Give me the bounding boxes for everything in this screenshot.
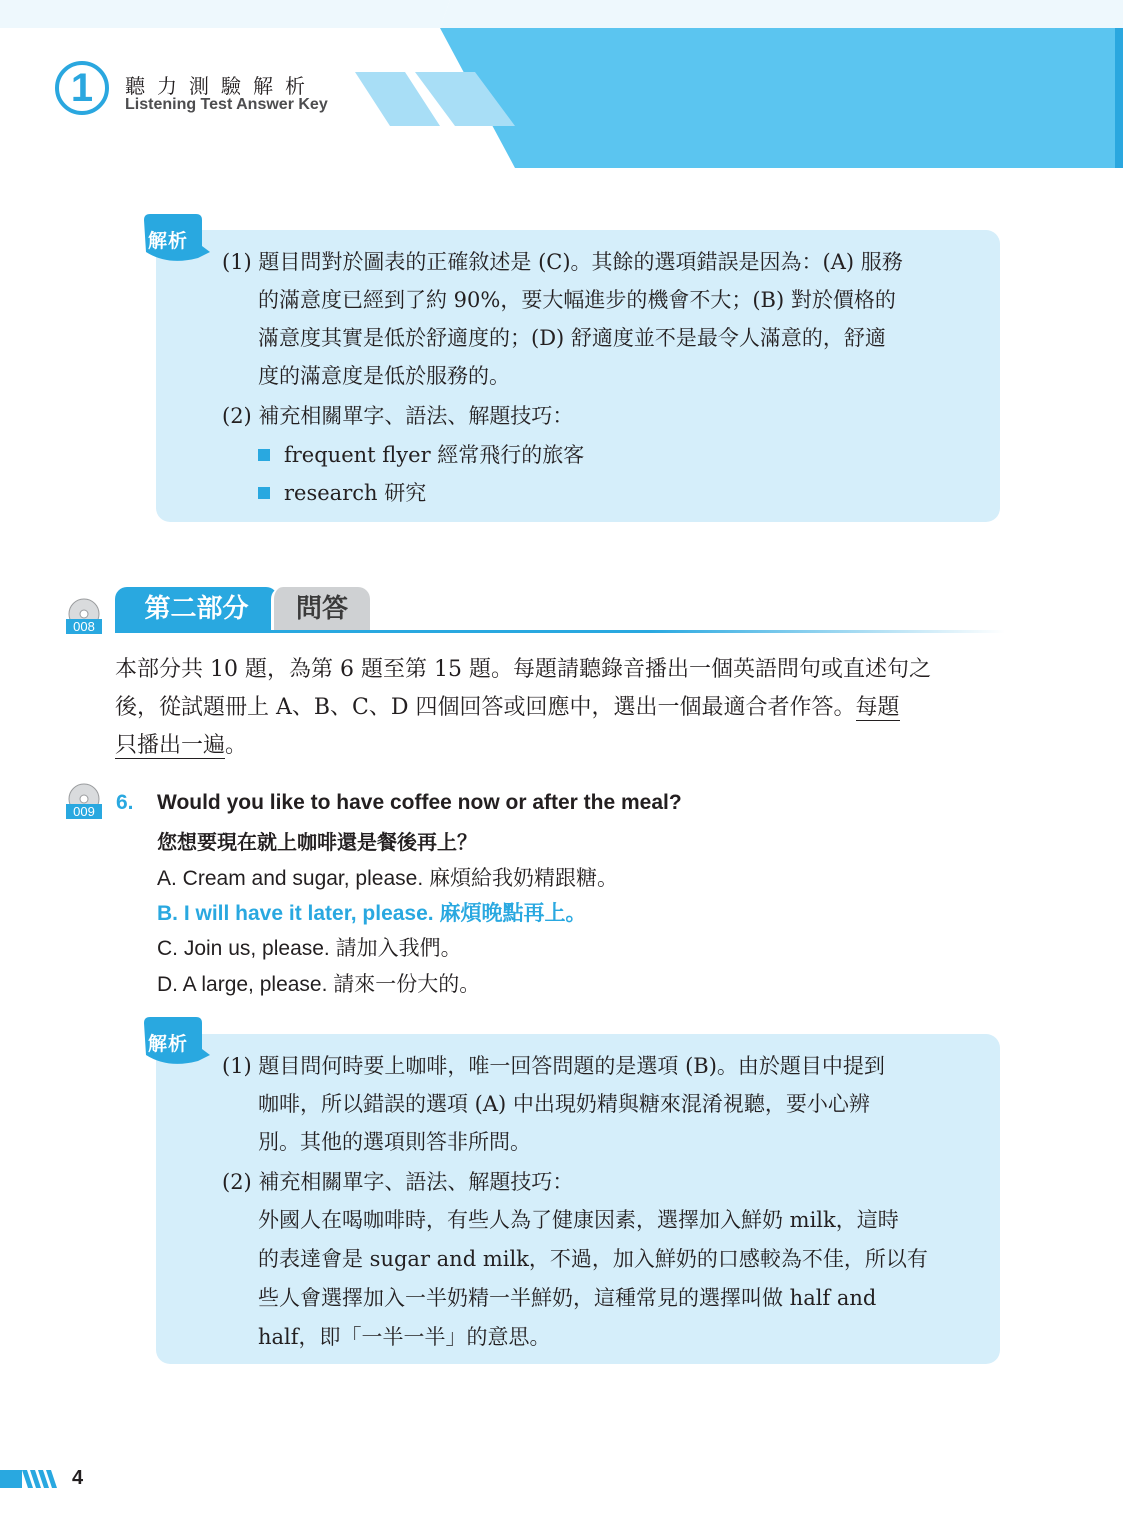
box2-line-5: 外國人在喝咖啡時，有些人為了健康因素，選擇加入鮮奶 milk，這時: [258, 1208, 899, 1232]
section-rule: [115, 630, 1005, 633]
box1-line-1: (1) 題目問對於圖表的正確敘述是 (C)。其餘的選項錯誤是因為：(A) 服務: [222, 250, 903, 274]
box2-line-4: (2) 補充相關單字、語法、解題技巧：: [222, 1170, 574, 1194]
question-number: 6.: [116, 791, 134, 814]
option-d: D. A large, please. 請來一份大的。: [157, 973, 481, 996]
box2-line-3: 別。其他的選項則答非所問。: [258, 1130, 531, 1154]
box1-line-5: (2) 補充相關單字、語法、解題技巧：: [222, 404, 574, 428]
section-intro-line-1: 本部分共 10 題，為第 6 題至第 15 題。每題請聽錄音播出一個英語問句或直述句之: [115, 657, 931, 682]
option-a: A. Cream and sugar, please. 麻煩給我奶精跟糖。: [157, 867, 618, 890]
page-number: 4: [72, 1467, 84, 1489]
analysis-tag-label: 解析: [148, 1033, 189, 1055]
chapter-number-badge: 1: [55, 61, 109, 115]
bullet-square-icon: [258, 487, 270, 499]
chapter-title-en: Listening Test Answer Key: [125, 96, 328, 113]
section-title-type: 問答: [271, 587, 370, 631]
box2-line-1: (1) 題目問何時要上咖啡，唯一回答問題的是選項 (B)。由於題目中提到: [222, 1054, 885, 1078]
box1-bullet-1: frequent flyer 經常飛行的旅客: [258, 436, 584, 474]
box2-line-8: half，即「一半一半」的意思。: [258, 1325, 551, 1349]
box1-bullet-2: research 研究: [258, 474, 426, 512]
section-title-part: 第二部分: [115, 587, 278, 631]
box2-line-2: 咖啡，所以錯誤的選項 (A) 中出現奶精與糖來混淆視聽，要小心辨: [258, 1092, 870, 1116]
option-c: C. Join us, please. 請加入我們。: [157, 937, 462, 960]
section-intro-line-3: 只播出一遍。: [115, 733, 248, 758]
chapter-title-zh: 聽力測驗解析: [125, 74, 317, 98]
option-b-correct: B. I will have it later, please. 麻煩晚點再上。: [157, 902, 587, 925]
analysis-tag-label: 解析: [148, 230, 189, 252]
box2-line-7: 些人會選擇加入一半奶精一半鮮奶，這種常見的選擇叫做 half and: [258, 1286, 877, 1310]
box1-line-2: 的滿意度已經到了約 90%，要大幅進步的機會不大；(B) 對於價格的: [258, 288, 896, 312]
question-en: Would you like to have coffee now or after the meal?: [157, 791, 682, 814]
section-intro-line-2: 後，從試題冊上 A、B、C、D 四個回答或回應中，選出一個最適合者作答。每題: [115, 695, 900, 720]
bullet-square-icon: [258, 449, 270, 461]
cd-track-009: 009: [66, 804, 102, 819]
section-heading: [115, 587, 1005, 637]
footer-stripes: [0, 1470, 58, 1488]
box1-line-3: 滿意度其實是低於舒適度的；(D) 舒適度並不是最令人滿意的，舒適: [258, 326, 886, 350]
box2-line-6: 的表達會是 sugar and milk，不過，加入鮮奶的口感較為不佳，所以有: [258, 1247, 928, 1271]
question-zh: 您想要現在就上咖啡還是餐後再上？: [157, 830, 477, 854]
box1-line-4: 度的滿意度是低於服務的。: [258, 364, 510, 388]
cd-track-008: 008: [66, 619, 102, 634]
